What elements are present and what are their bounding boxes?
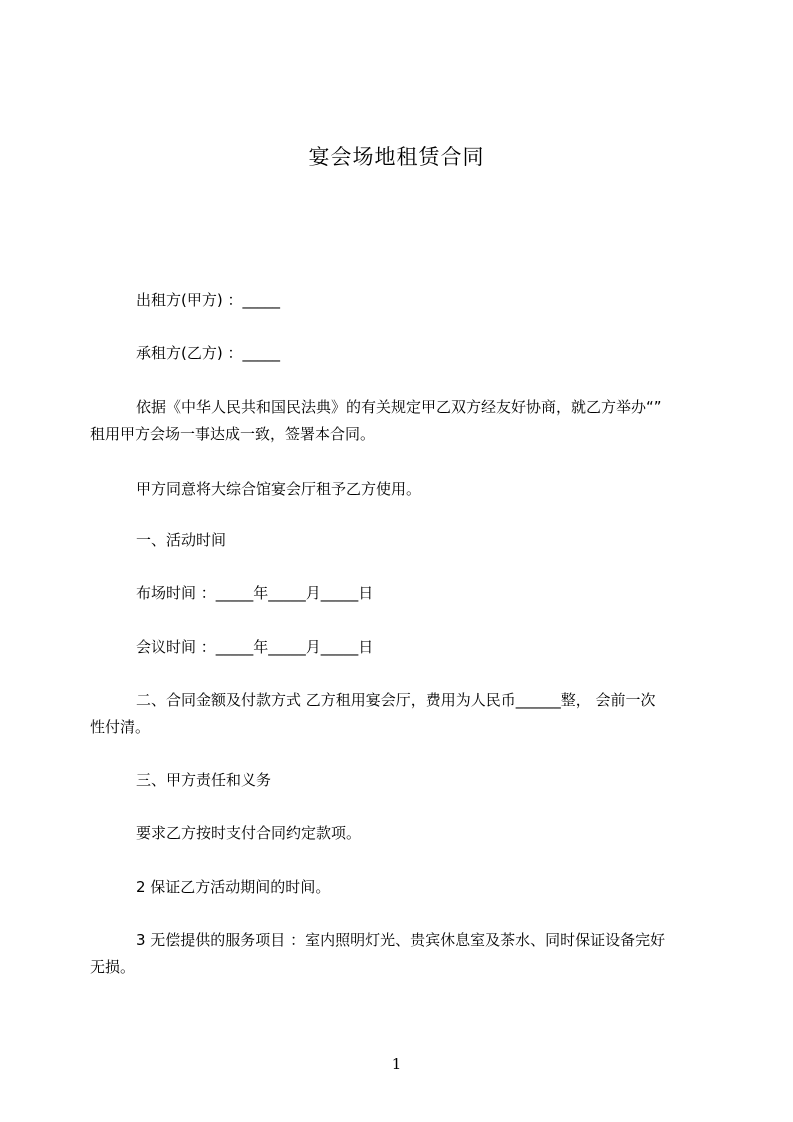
intro-line-1: 依据《中华人民共和国民法典》的有关规定甲乙双方经友好协商，就乙方举办“”	[136, 398, 662, 416]
duty-item-3-line-2: 无损。	[90, 958, 136, 976]
section-1-heading: 一、活动时间	[136, 531, 227, 549]
intro-line-2: 租用甲方会场一事达成一致，签署本合同。	[90, 425, 376, 443]
page-number: 1	[391, 1055, 402, 1073]
page-title: 宴会场地租赁合同	[308, 145, 485, 169]
section-2-line-1: 二、合同金额及付款方式 乙方租用宴会厅，费用为人民币______整， 会前一次	[136, 691, 656, 709]
lessee-line: 承租方(乙方) ：_____	[136, 344, 280, 362]
section-2-line-2: 性付清。	[90, 718, 151, 736]
meeting-time-line: 会议时间 ：_____年_____月_____日	[136, 638, 374, 656]
duty-item-2: 2 保证乙方活动期间的时间。	[136, 878, 331, 896]
section-3-heading: 三、甲方责任和义务	[136, 771, 272, 789]
lessor-line: 出租方(甲方) ：_____	[136, 291, 280, 309]
setup-time-line: 布场时间 ：_____年_____月_____日	[136, 584, 374, 602]
duty-item-3-line-1: 3 无偿提供的服务项目 ：室内照明灯光、贵宾休息室及茶水、同时保证设备完好	[136, 931, 666, 949]
duty-item-1: 要求乙方按时支付合同约定款项。	[136, 824, 362, 842]
agreement-line: 甲方同意将大综合馆宴会厅租予乙方使用。	[136, 480, 422, 498]
